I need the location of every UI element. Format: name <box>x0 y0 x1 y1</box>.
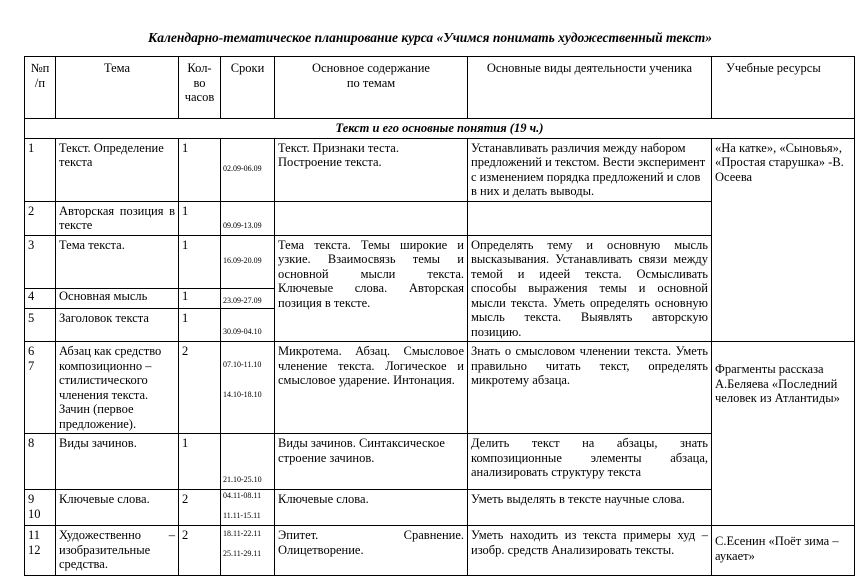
row-dates-a: 04.11-08.11 <box>223 491 262 500</box>
row-num-a: 11 <box>28 528 41 542</box>
row-content: Тема текста. Темы широкие и узкие. Взаимосвязь темы и основной мысли текста. Ключевые слова. Авторская позиция в тексте. <box>275 235 468 342</box>
table-header-row <box>25 57 855 119</box>
row-dates: 16.09-20.09 <box>221 235 275 289</box>
row-resources: «На катке», «Сыновья», «Простая старушка» -В. Осеева <box>712 138 855 342</box>
row-resources <box>712 342 855 526</box>
row-dates: 09.09-13.09 <box>221 201 275 235</box>
row-dates: 30.09-04.10 <box>221 308 275 341</box>
row-num: 4 <box>25 289 56 309</box>
table-row <box>25 342 855 434</box>
row-dates <box>221 490 275 526</box>
row-num-b: 12 <box>28 542 41 557</box>
header-hours: Кол-во часов <box>179 57 221 119</box>
row-activities: Уметь находить из текста примеры худ – изобр. средств Анализировать тексты. <box>468 526 712 576</box>
planning-table <box>24 56 855 576</box>
row-dates-a: 18.11-22.11 <box>223 529 262 538</box>
row-resources <box>712 526 855 576</box>
row-hours: 1 <box>179 201 221 235</box>
row-activities: Уметь выделять в тексте научные слова. <box>468 490 712 526</box>
header-topic: Тема <box>56 57 179 119</box>
row-topic: Виды зачинов. <box>56 434 179 490</box>
row-content: Текст. Признаки теста. Построение текста. <box>275 138 468 201</box>
row-topic: Авторская позиция в тексте <box>56 201 179 235</box>
row-content: Ключевые слова. <box>275 490 468 526</box>
row-content: Виды зачинов. Синтаксическое строение зачинов. <box>275 434 468 490</box>
row-topic: Текст. Определение текста <box>56 138 179 201</box>
row-resources-text: Фрагменты рассказа А.Беляева «Последний человек из Атлантиды» <box>715 362 840 405</box>
row-topic: Абзац как средство композиционно – стилистического членения текста. Зачин (первое предложение). <box>56 342 179 434</box>
row-content: Эпитет. Сравнение. Олицетворение. <box>275 526 468 576</box>
row-topic: Основная мысль <box>56 289 179 309</box>
row-activities: Определять тему и основную мысль высказывания. Устанавливать связи между темой и идеей текста. Осмысливать способы выражения темы и основной мысли текста. Уметь определять основную мысль текста. Выявлять авторскую позицию. <box>468 235 712 342</box>
row-num-b: 10 <box>28 506 41 521</box>
row-dates: 02.09-06.09 <box>221 138 275 201</box>
section-row <box>25 119 855 139</box>
row-dates <box>221 526 275 576</box>
table-row <box>25 138 855 201</box>
header-content: Основное содержание по темам <box>275 57 468 119</box>
row-num: 2 <box>25 201 56 235</box>
header-activities: Основные виды деятельности ученика <box>468 57 712 119</box>
row-num <box>25 490 56 526</box>
row-topic: Ключевые слова. <box>56 490 179 526</box>
header-resources: Учебные ресурсы <box>712 57 855 119</box>
row-activities: Устанавливать различия между набором предложений и текстом. Вести эксперимент с изменением порядка предложений и слов в них и делать выводы. <box>468 138 712 201</box>
row-num-b: 7 <box>28 358 35 373</box>
row-activities-empty <box>468 201 712 235</box>
table-row <box>25 526 855 576</box>
row-resources-text: С.Есенин «Поёт зима – аукает» <box>715 534 839 563</box>
row-hours: 2 <box>179 490 221 526</box>
row-hours: 1 <box>179 434 221 490</box>
row-hours: 1 <box>179 289 221 309</box>
row-num: 5 <box>25 308 56 341</box>
row-num: 1 <box>25 138 56 201</box>
page-title: Календарно-тематическое планирование курса «Учимся понимать художественный текст» <box>148 30 712 45</box>
row-num <box>25 526 56 576</box>
row-activities: Знать о смысловом членении текста. Уметь правильно читать текст, определять микротему абзаца. <box>468 342 712 434</box>
row-activities: Делить текст на абзацы, знать композиционные элементы абзаца, анализировать структуру текста <box>468 434 712 490</box>
row-topic: Тема текста. <box>56 235 179 289</box>
row-topic: Заголовок текста <box>56 308 179 341</box>
row-hours: 2 <box>179 342 221 434</box>
row-hours: 2 <box>179 526 221 576</box>
row-content-empty <box>275 201 468 235</box>
row-dates <box>221 342 275 434</box>
row-num <box>25 342 56 434</box>
row-dates-b: 11.11-15.11 <box>223 511 261 520</box>
header-dates: Сроки <box>221 57 275 119</box>
row-hours: 1 <box>179 308 221 341</box>
row-topic: Художественно – изобразительные средства. <box>56 526 179 576</box>
row-dates: 21.10-25.10 <box>221 434 275 490</box>
row-dates-b: 14.10-18.10 <box>223 390 262 399</box>
row-dates: 23.09-27.09 <box>221 289 275 309</box>
row-hours: 1 <box>179 235 221 289</box>
row-hours: 1 <box>179 138 221 201</box>
row-num-a: 9 <box>28 492 35 506</box>
section-title: Текст и его основные понятия (19 ч.) <box>25 119 855 139</box>
header-num: №п /п <box>25 57 56 119</box>
row-num: 3 <box>25 235 56 289</box>
row-num-a: 6 <box>28 344 35 358</box>
row-dates-a: 07.10-11.10 <box>223 360 262 369</box>
row-content: Микротема. Абзац. Смысловое членение текста. Логическое и смысловое ударение. Интонация. <box>275 342 468 434</box>
row-num: 8 <box>25 434 56 490</box>
row-dates-b: 25.11-29.11 <box>223 549 262 558</box>
